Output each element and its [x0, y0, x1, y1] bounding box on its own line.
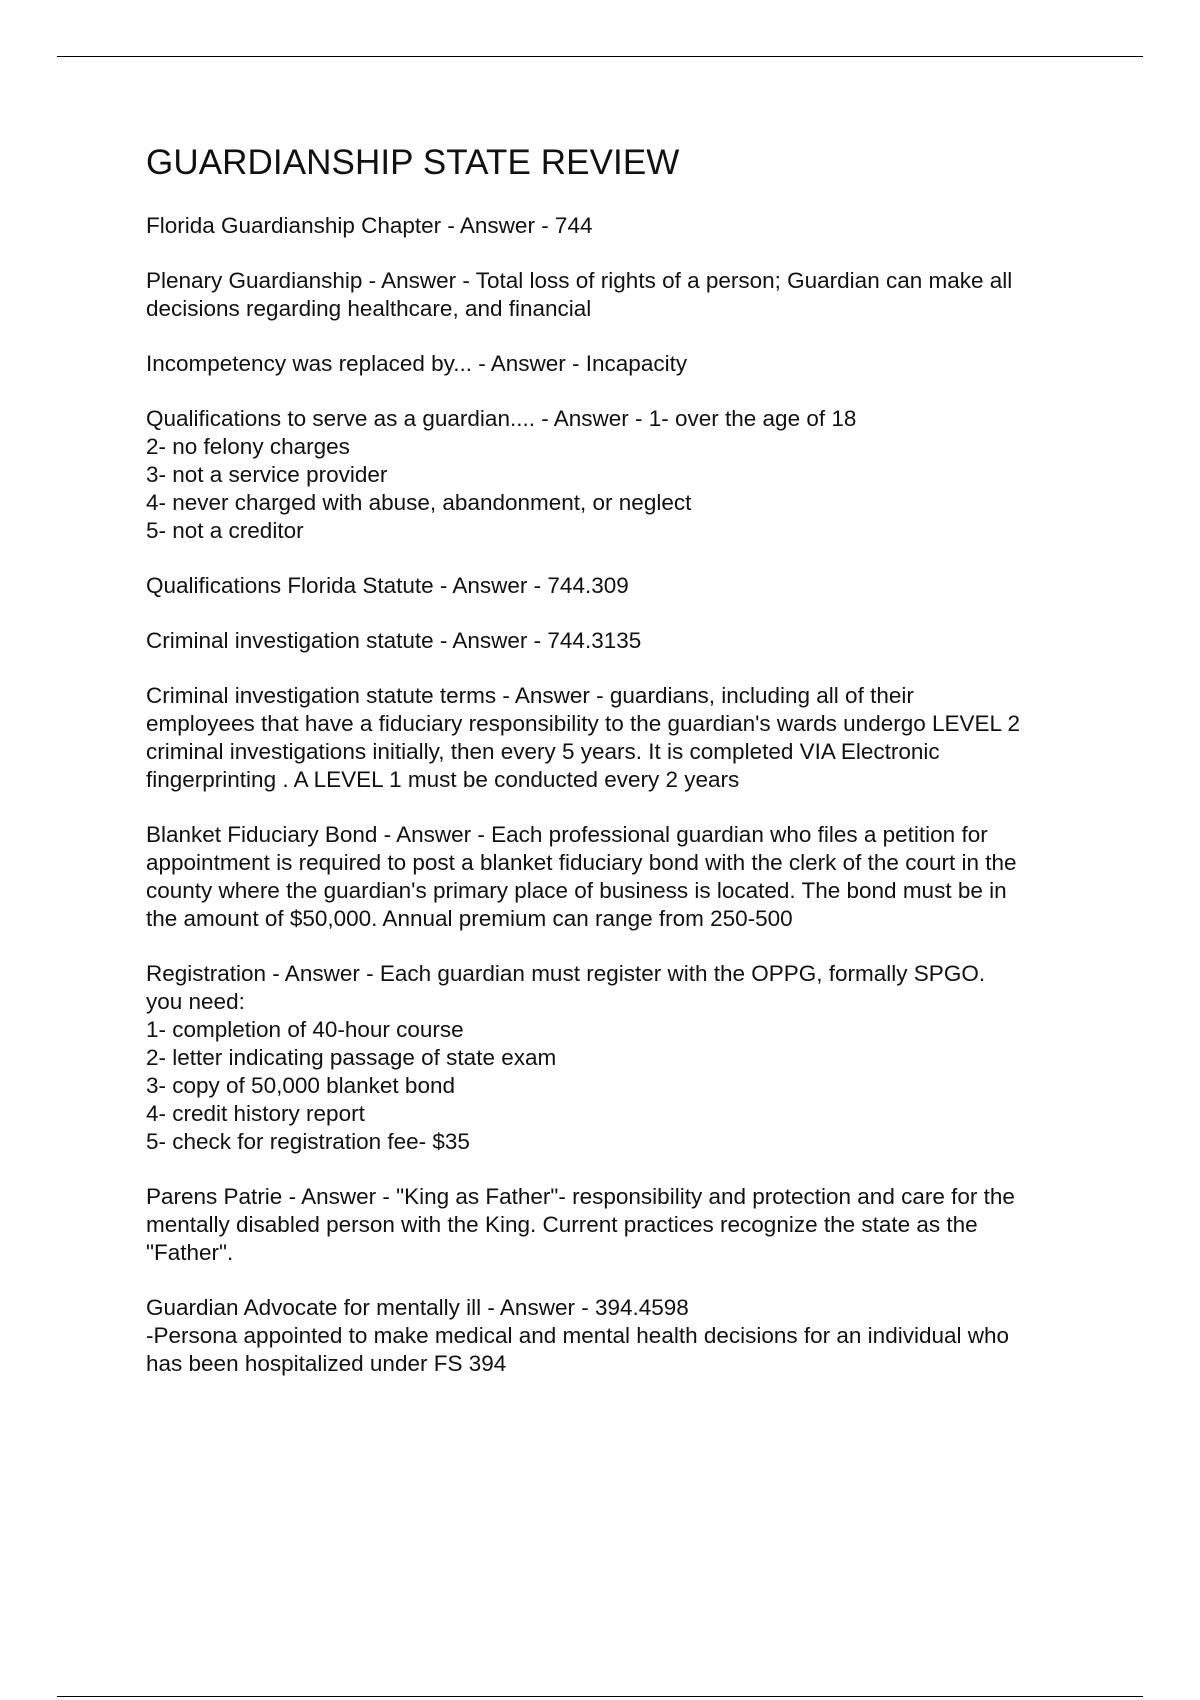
qa-entry-chapter: Florida Guardianship Chapter - Answer - 744: [146, 213, 593, 238]
qa-entry-parens-patrie: Parens Patrie - Answer - "King as Father"- responsibility and protection and care for the mentally disabled person with the King. Current practices recognize the state as the "Father".: [146, 1184, 1015, 1265]
qa-entry-qualifications-statute: Qualifications Florida Statute - Answer - 744.309: [146, 573, 629, 598]
document-body: [146, 140, 1096, 1405]
qa-entry-guardian-advocate: Guardian Advocate for mentally ill - Answer - 394.4598 -Persona appointed to make medical and mental health decisions for an individual who has been hospitalized under FS 394: [146, 1295, 1010, 1376]
qa-entry-registration: Registration - Answer - Each guardian must register with the OPPG, formally SPGO. you need: 1- completion of 40-hour course 2- letter indicating passage of state exam 3- copy of 50,000 blanket bond 4- credit history report 5- check for registration fee- $35: [146, 961, 986, 1154]
qa-list: [146, 212, 1096, 1378]
qa-entry-criminal-terms: Criminal investigation statute terms - Answer - guardians, including all of their employees that have a fiduciary responsibility to the guardian's wards undergo LEVEL 2 criminal investigations initially, then every 5 years. It is completed VIA Electronic fingerprinting . A LEVEL 1 must be conducted every 2 years: [146, 683, 1020, 792]
document-title: GUARDIANSHIP STATE REVIEW: [146, 143, 680, 182]
qa-entry-criminal-statute: Criminal investigation statute - Answer - 744.3135: [146, 628, 642, 653]
top-rule: [57, 56, 1143, 57]
bottom-rule: [57, 1696, 1143, 1697]
qa-entry-blanket-bond: Blanket Fiduciary Bond - Answer - Each professional guardian who files a petition for appointment is required to post a blanket fiduciary bond with the clerk of the court in the county where the guardian's primary place of business is located. The bond must be in the amount of $50,000. Annual premium can range from 250-500: [146, 822, 1017, 931]
qa-entry-qualifications: Qualifications to serve as a guardian.... - Answer - 1- over the age of 18 2- no felony charges 3- not a service provider 4- never charged with abuse, abandonment, or neglect 5- not a creditor: [146, 406, 857, 543]
qa-entry-incompetency: Incompetency was replaced by... - Answer - Incapacity: [146, 351, 688, 376]
qa-entry-plenary: Plenary Guardianship - Answer - Total loss of rights of a person; Guardian can make all decisions regarding healthcare, and financial: [146, 268, 1013, 321]
